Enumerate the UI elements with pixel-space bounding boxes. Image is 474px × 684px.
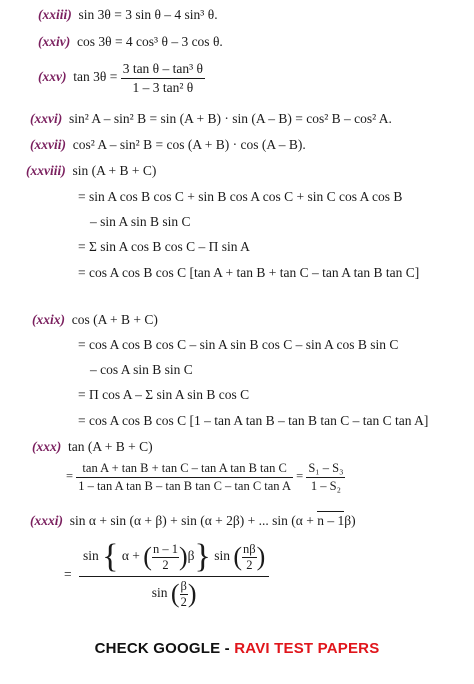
inner-fraction	[180, 580, 188, 608]
formula-line: = sin A cos B cos C + sin B cos A cos C + sin C cos A cos B	[78, 189, 403, 204]
fraction-numerator	[79, 540, 269, 577]
formula-head: tan (A + B + C)	[68, 439, 153, 454]
formula-head: sin (A + B + C)	[72, 163, 157, 178]
fraction	[79, 540, 269, 608]
right-paren: )	[178, 542, 188, 571]
inner-denominator: 2	[162, 557, 169, 572]
formula-xxx-body	[66, 462, 345, 492]
formula-head: cos (A + B + C)	[71, 312, 158, 327]
inner-denominator: 2	[246, 557, 253, 572]
fraction-denominator: 1 – tan A tan B – tan B tan C – tan C tan A	[78, 478, 292, 493]
formula-line: = cos A cos B cos C – sin A sin B cos C – sin A cos B sin C	[78, 337, 399, 352]
right-paren: )	[187, 579, 197, 608]
formula-xxv	[38, 62, 205, 94]
formula-text: cos 3θ = 4 cos³ θ – 3 cos θ.	[76, 34, 223, 49]
fraction-numerator: tan A + tan B + tan C – tan A tan B tan C	[76, 462, 293, 478]
item-number: (xxvi)	[30, 111, 63, 126]
fraction	[76, 462, 293, 492]
item-number: (xxvii)	[30, 137, 66, 152]
formula-xxix	[32, 313, 158, 327]
footer-text-red: RAVI TEST PAPERS	[234, 640, 380, 657]
right-brace: }	[194, 538, 211, 575]
right-paren: )	[256, 542, 266, 571]
inner-fraction	[152, 543, 179, 571]
fraction	[306, 462, 345, 492]
formula-xxvi	[30, 112, 392, 126]
formula-text: cos² A – sin² B = cos (A + B) · cos (A – B).	[72, 137, 306, 152]
inner-numerator: β	[180, 579, 187, 593]
formula-lhs: tan 3θ =	[73, 69, 118, 85]
item-number: (xxviii)	[26, 163, 66, 178]
formula-xxxi-body	[64, 540, 269, 608]
alpha-plus: α +	[121, 548, 140, 564]
left-brace: {	[102, 538, 119, 575]
sin-label: sin	[83, 548, 99, 564]
item-number: (xxv)	[38, 69, 67, 85]
sin-label: sin	[214, 548, 230, 564]
formula-xxx	[32, 440, 153, 454]
formula-head: sin α + sin (α + β) + sin (α + 2β) + ... sin (α +	[69, 513, 314, 528]
formula-line: = Σ sin A cos B cos C – Π sin A	[78, 239, 250, 254]
left-paren: (	[143, 542, 152, 571]
formula-text: sin 3θ = 3 sin θ – 4 sin³ θ.	[78, 7, 218, 22]
inner-fraction	[242, 543, 257, 571]
fraction-denominator: 1 – S₂	[310, 478, 341, 493]
formula-line: – cos A sin B sin C	[90, 362, 193, 377]
footer-banner	[0, 640, 474, 657]
footer-text-black: CHECK GOOGLE -	[94, 640, 235, 657]
item-number: (xxix)	[32, 312, 65, 327]
formula-xxiii	[38, 8, 218, 22]
fraction-denominator: 1 – 3 tan² θ	[132, 79, 194, 95]
fraction-denominator	[79, 577, 269, 608]
equals-sign: =	[296, 468, 304, 483]
inner-denominator: 2	[180, 594, 187, 609]
formula-line: – sin A sin B sin C	[90, 214, 191, 229]
equals-sign: =	[64, 566, 72, 582]
formula-xxviii	[26, 164, 156, 178]
item-number: (xxiv)	[38, 34, 71, 49]
equals-sign: =	[66, 468, 74, 483]
formula-xxxi	[30, 514, 356, 528]
inner-numerator: n – 1	[152, 542, 178, 556]
sin-label: sin	[151, 585, 168, 601]
inner-numerator: nβ	[243, 542, 256, 556]
formula-line: = Π cos A – Σ sin A sin B cos C	[78, 387, 250, 402]
formula-text: sin² A – sin² B = sin (A + B) · sin (A – B) = cos² B – cos² A.	[68, 111, 392, 126]
beta-term: β	[187, 548, 195, 564]
fraction	[121, 62, 205, 94]
item-number: (xxiii)	[38, 7, 72, 22]
left-paren: (	[233, 542, 243, 571]
item-number: (xxx)	[32, 439, 62, 454]
fraction-numerator: S₁ – S₃	[306, 462, 345, 478]
formula-xxvii	[30, 138, 306, 152]
formula-head-end: β)	[344, 513, 356, 528]
formula-line: = cos A cos B cos C [tan A + tan B + tan C – tan A tan B tan C]	[78, 265, 420, 280]
item-number: (xxxi)	[30, 513, 63, 528]
overline-term: n – 1	[317, 513, 345, 528]
formula-xxiv	[38, 35, 223, 49]
left-paren: (	[170, 579, 180, 608]
fraction-numerator: 3 tan θ – tan³ θ	[121, 62, 205, 79]
formula-line: = cos A cos B cos C [1 – tan A tan B – tan B tan C – tan C tan A]	[78, 413, 429, 428]
